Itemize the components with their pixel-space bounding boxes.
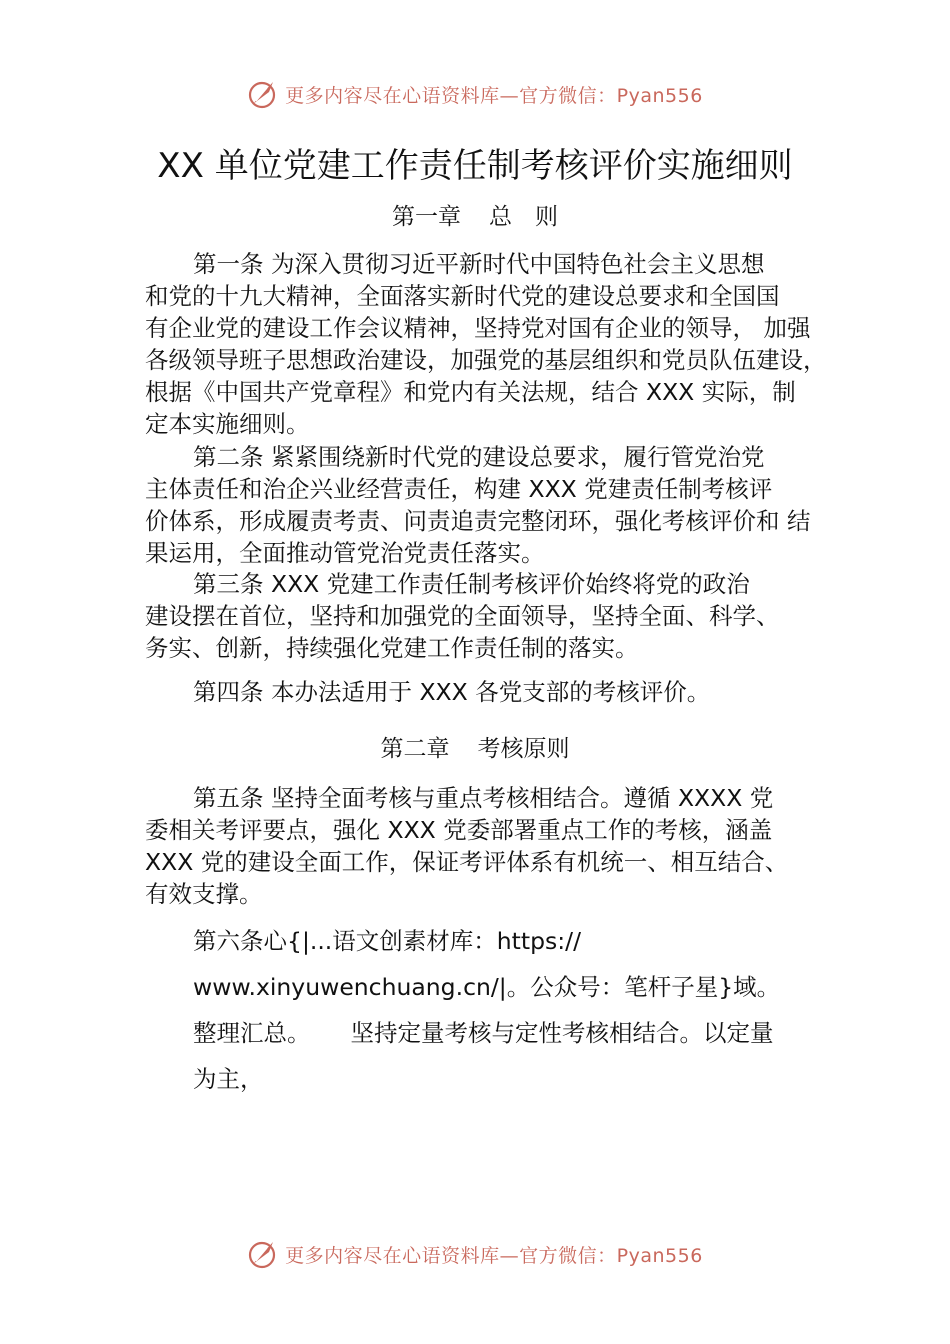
article-5: 第五条 坚持全面考核与重点考核相结合。遵循 XXXX 党 委相关考评要点，强化 XXX 党委部署重点工作的考核，涵盖 XXX 党的建设全面工作，保证考评体系有机统一、相互结合、 有效支撑。 (145, 784, 789, 908)
quill-logo-icon (247, 1238, 279, 1270)
chapter-heading: 第一章 总 则 (392, 204, 558, 230)
article-4: 第四条 本办法适用于 XXX 各党支部的考核评价。 (193, 678, 711, 706)
quill-logo-icon (247, 78, 279, 110)
watermark-footer (0, 1236, 950, 1272)
watermark-text: 更多内容尽在心语资料库—官方微信：Pyan556 (285, 1244, 703, 1267)
article-6: 第六条心{|...语文创素材库：https:// www.xinyuwenchuang.cn/|。公众号：笔杆子星}域。 整理汇总。 坚持定量考核与定性考核相结合。以定量 为主， (193, 927, 781, 1093)
article-3: 第三条 XXX 党建工作责任制考核评价始终将党的政治 建设摆在首位，坚持和加强党的全面领导，坚持全面、科学、 务实、创新，持续强化党建工作责任制的落实。 (145, 570, 780, 662)
document-title: XX 单位党建工作责任制考核评价实施细则 (157, 146, 793, 186)
article-1: 第一条 为深入贯彻习近平新时代中国特色社会主义思想 和党的十九大精神，全面落实新时代党的建设总要求和全国国 有企业党的建设工作会议精神，坚持党对国有企业的领导， 加强 各级领导班子思想政治建设，加强党的基层组织和党员队伍建设， 根据《中国共产党章程》和党内有关法规，结合 XXX 实际，制 定本实施细则。 (145, 250, 827, 438)
watermark-text: 更多内容尽在心语资料库—官方微信：Pyan556 (285, 84, 703, 107)
chapter-heading: 第二章 考核原则 (380, 736, 570, 762)
watermark-header (0, 76, 950, 112)
article-2: 第二条 紧紧围绕新时代党的建设总要求，履行管党治党 主体责任和治企兴业经营责任，构建 XXX 党建责任制考核评 价体系，形成履责考责、问责追责完整闭环，强化考核评价和 结 果运用，全面推动管党治党责任落实。 (145, 443, 811, 567)
